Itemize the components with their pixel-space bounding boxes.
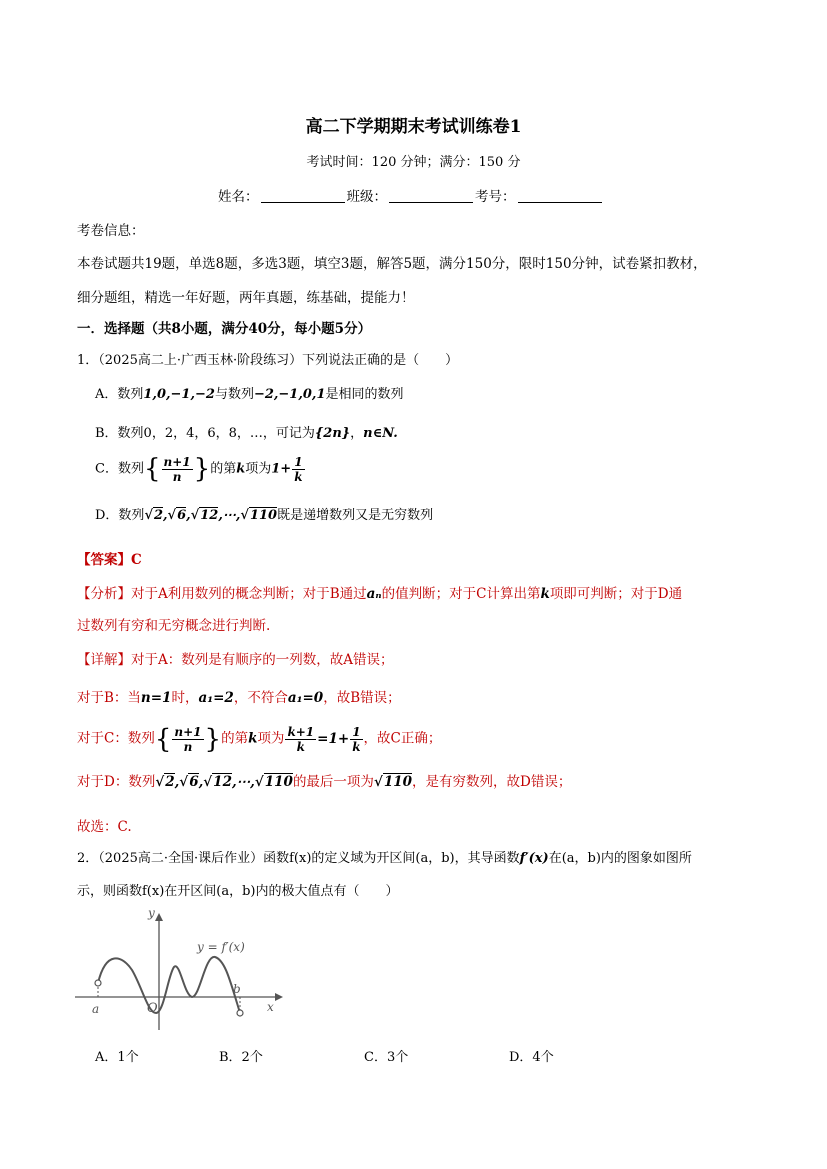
q1-option-a: A．数列1,0,−1,−2与数列−2,−1,0,1是相同的数列 xyxy=(95,387,404,402)
derivative-curve xyxy=(98,957,240,1013)
y-axis-label: y xyxy=(148,906,155,920)
intro-heading: 考卷信息： xyxy=(77,223,145,239)
x-axis-arrow-icon xyxy=(275,993,283,1001)
q2-stem-line-2: 示，则函数f(x)在开区间(a，b)内的极大值点有（ ） xyxy=(77,884,399,899)
q1-choose: 故选：C. xyxy=(77,819,132,835)
intro-line-1: 本卷试题共19题，单选8题，多选3题，填空3题，解答5题，满分150分，限时150分钟，试卷紧扣教材， xyxy=(77,256,707,272)
q1-analysis-line-1: 【分析】对于A利用数列的概念判断；对于B通过aₙ的值判断；对于C计算出第k项即可判断；对于D通 xyxy=(77,586,683,602)
page-title: 高二下学期期末考试训练卷1 xyxy=(305,117,522,137)
q1-answer: 【答案】C xyxy=(77,552,142,568)
name-blank[interactable] xyxy=(261,188,345,203)
point-a-label: a xyxy=(92,1002,100,1016)
class-label: 班级： xyxy=(346,189,387,205)
q2-option-c: C．3个 xyxy=(364,1050,409,1065)
y-axis-arrow-icon xyxy=(155,913,163,921)
q2-option-b: B．2个 xyxy=(219,1050,263,1065)
origin-label: O xyxy=(147,1001,158,1016)
endpoint-b xyxy=(237,1010,243,1016)
intro-line-2: 细分题组，精选一年好题，两年真题，练基础，提能力！ xyxy=(77,290,415,306)
exam-time: 考试时间：120 分钟；满分：150 分 xyxy=(306,155,521,170)
q1-detail-b: 对于B：当n=1时，a₁=2，不符合a₁=0，故B错误； xyxy=(77,690,401,706)
section-heading: 一．选择题（共8小题，满分40分，每小题5分） xyxy=(77,321,372,337)
q2-option-a: A．1个 xyxy=(95,1050,139,1065)
class-blank[interactable] xyxy=(389,188,473,203)
q1-option-b: B．数列0，2，4，6，8，…，可记为{2n}，n∈N. xyxy=(95,426,398,441)
q1-option-d: D．数列√2,√6,√12,⋯,√110既是递增数列又是无穷数列 xyxy=(95,508,434,523)
curve-label: y = f′(x) xyxy=(197,940,245,954)
q1-detail-d: 对于D：数列√2,√6,√12,⋯,√110的最后一项为√110，是有穷数列，故D错误； xyxy=(77,774,572,790)
name-label: 姓名： xyxy=(218,189,259,205)
id-blank[interactable] xyxy=(518,188,602,203)
derivative-graph xyxy=(70,905,285,1035)
x-axis-label: x xyxy=(267,1000,274,1014)
q2-option-d: D．4个 xyxy=(509,1050,554,1065)
q2-stem-line-1: 2．（2025高二·全国·课后作业）函数f(x)的定义域为开区间(a，b)，其导函数f′(x)在(a，b)内的图象如图所 xyxy=(77,851,692,866)
point-b-label: b xyxy=(233,982,241,996)
id-label: 考号： xyxy=(475,189,516,205)
q1-option-c: C．数列{ $\frac{n+1}{n}$ }的第k项为1+ $\frac{1}{k}$ xyxy=(95,454,303,484)
q1-analysis-line-2: 过数列有穷和无穷概念进行判断. xyxy=(77,618,271,634)
endpoint-a xyxy=(95,980,101,986)
student-info-line xyxy=(218,185,604,205)
q1-detail-a: 【详解】对于A：数列是有顺序的一列数，故A错误； xyxy=(77,652,394,668)
q1-stem: 1．（2025高二上·广西玉林·阶段练习）下列说法正确的是（ ） xyxy=(77,353,459,368)
q1-detail-c: 对于C：数列{ $\frac{n+1}{n}$ }的第k项为 $\frac{k+1}{k}$ =1+ $\frac{1}{k}$ ，故C正确； xyxy=(77,724,442,754)
